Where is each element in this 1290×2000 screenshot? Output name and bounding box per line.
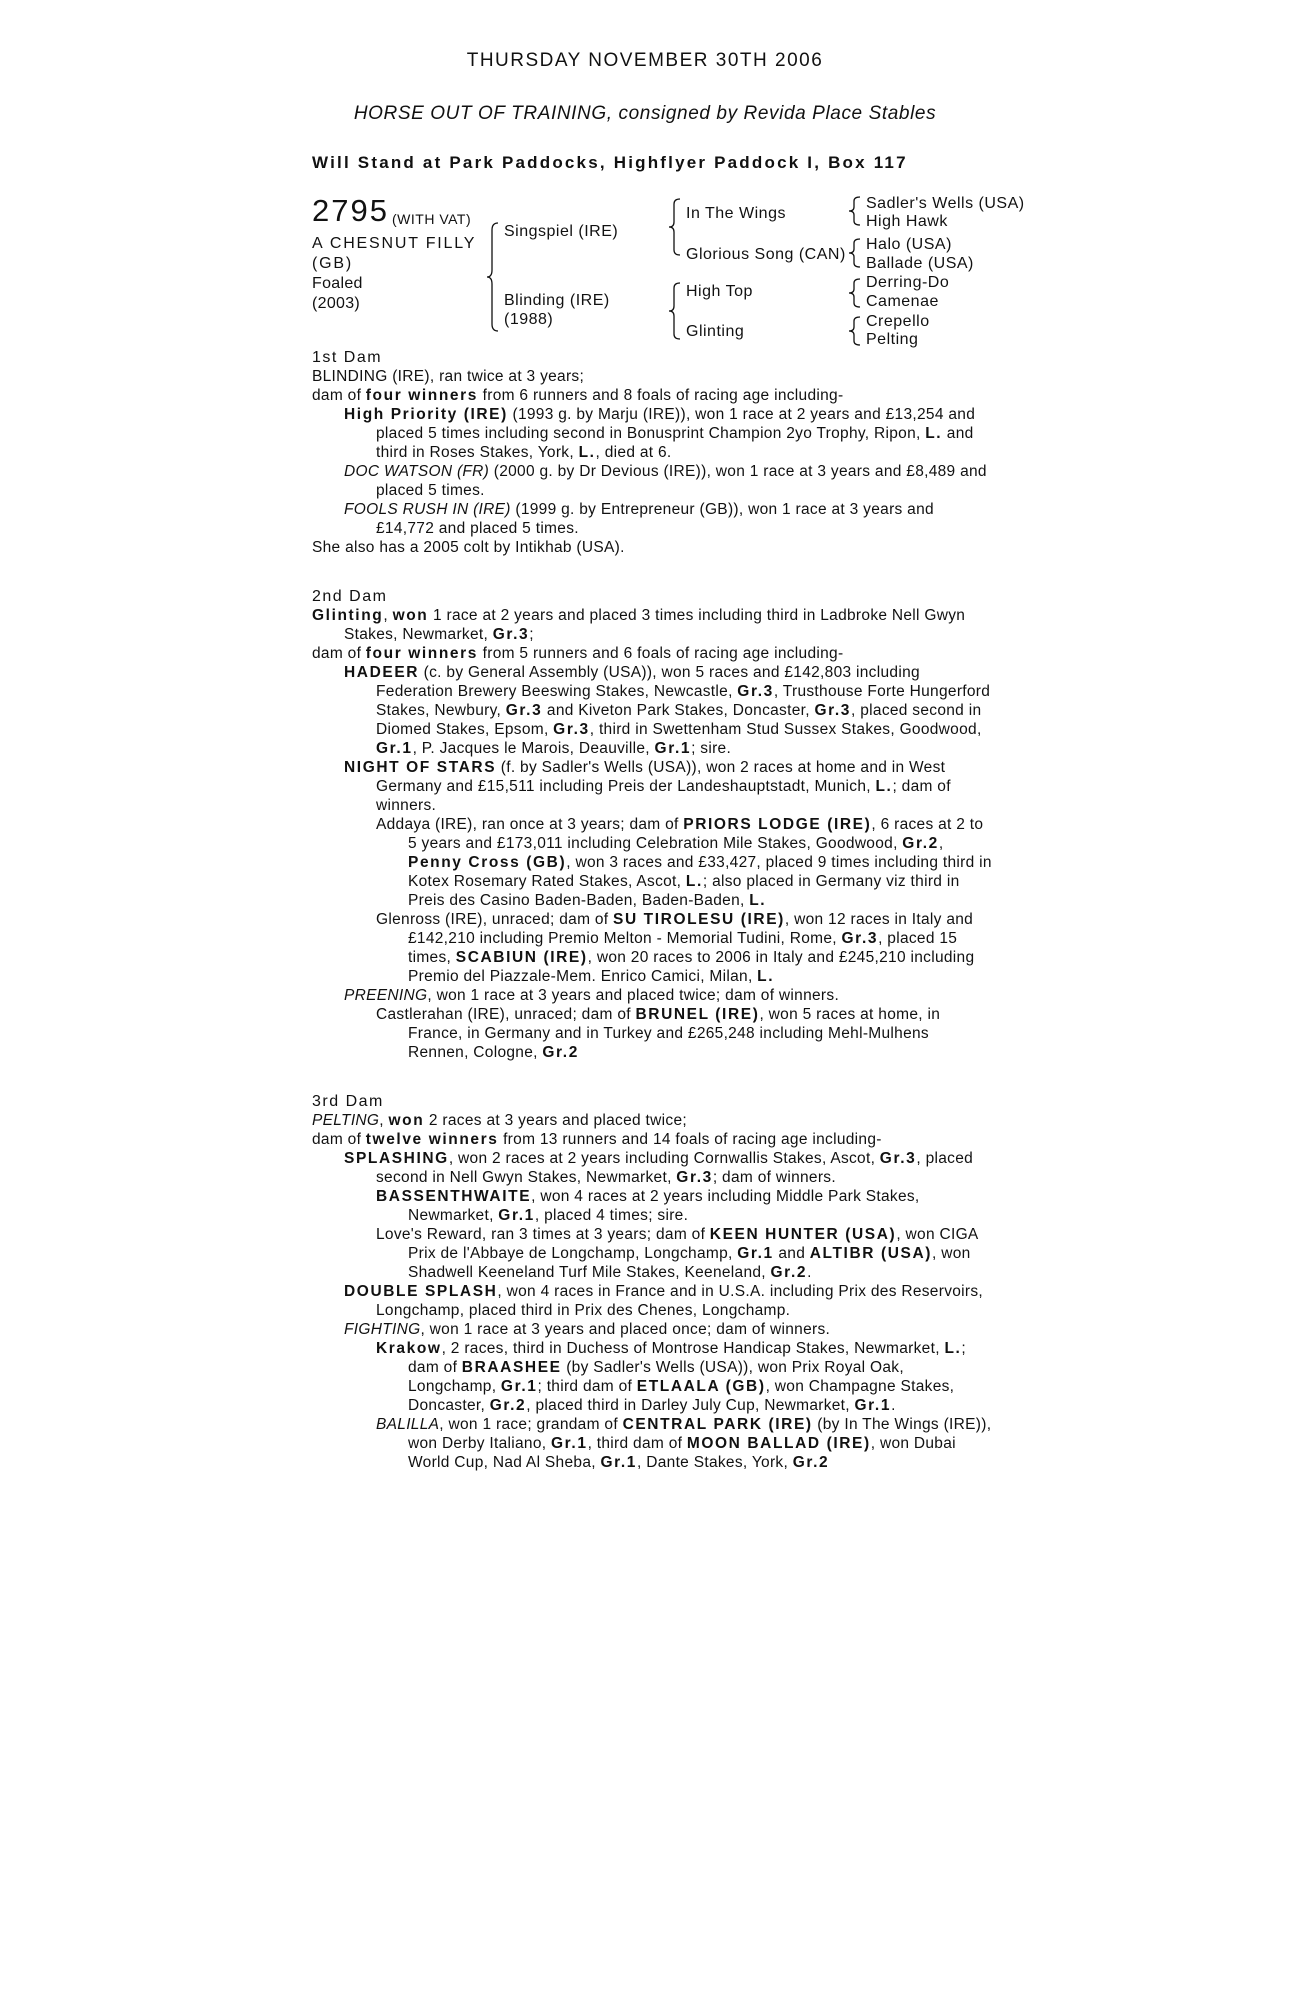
foaled-label: Foaled bbox=[312, 275, 363, 292]
produce-entry: BALILLA, won 1 race; grandam of CENTRAL PARK (IRE) (by In The Wings (IRE)), won Derby Italiano, Gr.1, third dam of MOON BALLAD (IRE), won Dubai World Cup, Nad Al Sheba, Gr.1, Dante Stakes, York, Gr.2 bbox=[376, 1416, 992, 1471]
sale-date: THURSDAY NOVEMBER 30TH 2006 bbox=[466, 50, 824, 71]
dam-sire-name: High Top bbox=[686, 283, 753, 300]
pedigree-brace-g1 bbox=[848, 196, 862, 226]
produce-entry: Castlerahan (IRE), unraced; dam of BRUNEL (IRE), won 5 races at home, in France, in Germany and in Turkey and £265,248 including Mehl-Mulhens Rennen, Cologne, Gr.2 bbox=[376, 1006, 941, 1061]
second-dam-intro: Glinting, won 1 race at 2 years and placed 3 times including third in Ladbroke Nell Gwyn Stakes, Newmarket, Gr.3; bbox=[312, 607, 966, 643]
dam-name: Blinding (IRE) bbox=[504, 292, 610, 309]
ancestor-derring-do: Derring-Do bbox=[866, 274, 950, 291]
ancestor-camenae: Camenae bbox=[866, 293, 939, 310]
third-dam-produce-summary: dam of twelve winners from 13 runners and 14 foals of racing age including- bbox=[312, 1131, 882, 1148]
third-dam-heading: 3rd Dam bbox=[312, 1093, 384, 1110]
produce-entry: Addaya (IRE), ran once at 3 years; dam of PRIORS LODGE (IRE), 6 races at 2 to 5 years and £173,011 including Celebration Mile Stakes, Goodwood, Gr.2, Penny Cross (GB), won 3 races and £33,427, placed 9 times including third in Kotex Rosemary Rated Stakes, Ascot, L.; also placed in Germany viz third in Preis des Casino Baden-Baden, Baden-Baden, L. bbox=[376, 816, 992, 909]
sire-sire-name: In The Wings bbox=[686, 205, 786, 222]
ancestor-halo: Halo (USA) bbox=[866, 236, 952, 253]
ancestor-crepello: Crepello bbox=[866, 313, 930, 330]
produce-entry: Love's Reward, ran 3 times at 3 years; dam of KEEN HUNTER (USA), won CIGA Prix de l'Abbaye de Longchamp, Longchamp, Gr.1 and ALTIBR (USA), won Shadwell Keeneland Turf Mile Stakes, Keeneland, Gr.2. bbox=[376, 1226, 978, 1281]
produce-entry: High Priority (IRE) (1993 g. by Marju (IRE)), won 1 race at 2 years and £13,254 and placed 5 times including second in Bonusprint Champion 2yo Trophy, Ripon, L. and third in Roses Stakes, York, L., died at 6. bbox=[344, 406, 976, 461]
first-dam-produce-summary: dam of four winners from 6 runners and 8 foals of racing age including- bbox=[312, 387, 844, 404]
pedigree-brace-dam bbox=[668, 282, 682, 340]
ancestor-sadlers-wells: Sadler's Wells (USA) bbox=[866, 195, 1025, 212]
third-dam-intro: PELTING, won 2 races at 3 years and placed twice; bbox=[312, 1112, 687, 1129]
first-dam-closing: She also has a 2005 colt by Intikhab (USA). bbox=[312, 539, 625, 556]
horse-country: (GB) bbox=[312, 255, 353, 272]
sire-name: Singspiel (IRE) bbox=[504, 223, 619, 240]
ancestor-high-hawk: High Hawk bbox=[866, 213, 948, 230]
produce-entry: Glenross (IRE), unraced; dam of SU TIROLESU (IRE), won 12 races in Italy and £142,210 including Premio Melton - Memorial Tudini, Rome, Gr.3, placed 15 times, SCABIUN (IRE), won 20 races to 2006 in Italy and £245,210 including Premio del Piazzale-Mem. Enrico Camici, Milan, L. bbox=[376, 911, 975, 985]
produce-entry: DOUBLE SPLASH, won 4 races in France and in U.S.A. including Prix des Reservoirs, Longchamp, placed third in Prix des Chenes, Longchamp. bbox=[344, 1283, 984, 1319]
lot-number: 2795 bbox=[312, 193, 389, 228]
produce-entry: FOOLS RUSH IN (IRE) (1999 g. by Entrepreneur (GB)), won 1 race at 3 years and £14,772 and placed 5 times. bbox=[344, 501, 934, 537]
catalogue-body bbox=[312, 348, 992, 1472]
first-dam-heading: 1st Dam bbox=[312, 349, 383, 366]
pedigree-brace-g2 bbox=[848, 238, 862, 268]
dam-year: (1988) bbox=[504, 311, 554, 328]
produce-entry: HADEER (c. by General Assembly (USA)), won 5 races and £142,803 including Federation Brewery Beeswing Stakes, Newcastle, Gr.3, Trusthouse Forte Hungerford Stakes, Newbury, Gr.3 and Kiveton Park Stakes, Doncaster, Gr.3, placed second in Diomed Stakes, Epsom, Gr.3, third in Swettenham Stud Sussex Stakes, Goodwood, Gr.1, P. Jacques le Marois, Deauville, Gr.1; sire. bbox=[344, 664, 991, 757]
second-dam-heading: 2nd Dam bbox=[312, 588, 388, 605]
ancestor-ballade: Ballade (USA) bbox=[866, 255, 974, 272]
pedigree-brace-g4 bbox=[848, 316, 862, 346]
second-dam-produce-summary: dam of four winners from 5 runners and 6 foals of racing age including- bbox=[312, 645, 844, 662]
stable-location: Will Stand at Park Paddocks, Highflyer Paddock I, Box 117 bbox=[312, 153, 908, 172]
pedigree-brace-sire bbox=[668, 198, 682, 256]
vat-note: (WITH VAT) bbox=[392, 211, 472, 227]
pedigree-brace-g3 bbox=[848, 278, 862, 308]
produce-entry: BASSENTHWAITE, won 4 races at 2 years including Middle Park Stakes, Newmarket, Gr.1, placed 4 times; sire. bbox=[376, 1188, 920, 1224]
produce-entry: PREENING, won 1 race at 3 years and placed twice; dam of winners. bbox=[344, 987, 840, 1004]
horse-sex-color: A CHESNUT FILLY bbox=[312, 235, 477, 252]
pedigree-brace-main bbox=[486, 222, 500, 332]
horse-description bbox=[312, 234, 482, 314]
pedigree-table bbox=[0, 0, 1290, 360]
foaled-year: (2003) bbox=[312, 295, 361, 312]
produce-entry: Krakow, 2 races, third in Duchess of Montrose Handicap Stakes, Newmarket, L.; dam of BRAASHEE (by Sadler's Wells (USA)), won Prix Royal Oak, Longchamp, Gr.1; third dam of ETLAALA (GB), won Champagne Stakes, Doncaster, Gr.2, placed third in Darley July Cup, Newmarket, Gr.1. bbox=[376, 1340, 967, 1414]
ancestor-pelting: Pelting bbox=[866, 331, 919, 348]
dam-dam-name: Glinting bbox=[686, 323, 745, 340]
produce-entry: DOC WATSON (FR) (2000 g. by Dr Devious (IRE)), won 1 race at 3 years and £8,489 and placed 5 times. bbox=[344, 463, 987, 499]
produce-entry: SPLASHING, won 2 races at 2 years including Cornwallis Stakes, Ascot, Gr.3, placed second in Nell Gwyn Stakes, Newmarket, Gr.3; dam of winners. bbox=[344, 1150, 974, 1186]
produce-entry: FIGHTING, won 1 race at 3 years and placed once; dam of winners. bbox=[344, 1321, 831, 1338]
consignor-line: HORSE OUT OF TRAINING, consigned by Revida Place Stables bbox=[353, 103, 937, 124]
produce-entry: NIGHT OF STARS (f. by Sadler's Wells (USA)), won 2 races at home and in West Germany and £15,511 including Preis der Landeshauptstadt, Munich, L.; dam of winners. bbox=[344, 759, 951, 814]
sire-dam-name: Glorious Song (CAN) bbox=[686, 246, 846, 263]
first-dam-intro: BLINDING (IRE), ran twice at 3 years; bbox=[312, 368, 585, 385]
